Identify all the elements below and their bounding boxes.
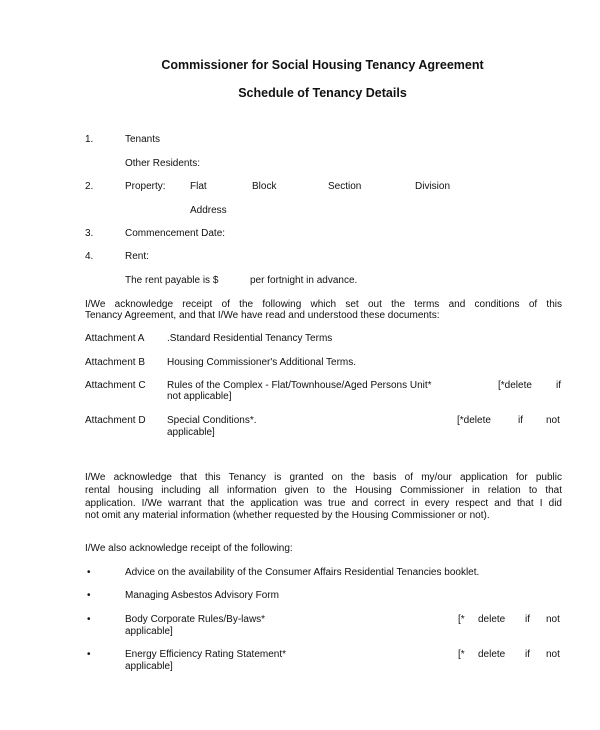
attachment-d-label: Attachment D bbox=[85, 415, 146, 426]
bullet-3-text: Body Corporate Rules/By-laws* bbox=[125, 614, 266, 625]
bullet-2-text: Managing Asbestos Advisory Form bbox=[125, 590, 279, 601]
ack2-line4: not omit any material information (whether requested by the Housing Commissioner or not). bbox=[85, 510, 490, 521]
bullet-3-text-cont: applicable] bbox=[125, 626, 173, 637]
bullet-1-text: Advice on the availability of the Consumer Affairs Residential Tenancies booklet. bbox=[125, 567, 480, 578]
bullet-3: • bbox=[87, 614, 91, 625]
rent-fortnight-text: per fortnight in advance. bbox=[250, 275, 358, 286]
item-number-2: 2. bbox=[85, 181, 94, 192]
bullet-4-if: if bbox=[525, 649, 530, 660]
ack1-line2: Tenancy Agreement, and that I/We have read and understood these documents: bbox=[85, 310, 440, 321]
flat-label: Flat bbox=[190, 181, 207, 192]
ack2-line2: rental housing including all information given to the Housing Commissioner in relation to that bbox=[85, 485, 562, 496]
attachment-d-not: not bbox=[546, 415, 560, 426]
tenants-label: Tenants bbox=[125, 134, 161, 145]
rent-label: Rent: bbox=[125, 251, 149, 262]
division-label: Division bbox=[415, 181, 451, 192]
attachment-c-label: Attachment C bbox=[85, 380, 146, 391]
attachment-c-text: Rules of the Complex - Flat/Townhouse/Aged Persons Unit* bbox=[167, 380, 432, 391]
attachment-c-text-cont: not applicable] bbox=[167, 391, 232, 402]
attachment-c-if: if bbox=[556, 380, 561, 391]
ack1-line1: I/We acknowledge receipt of the following which set out the terms and conditions of this bbox=[85, 299, 562, 310]
item-number-1: 1. bbox=[85, 134, 94, 145]
bullet-4-text-cont: applicable] bbox=[125, 661, 173, 672]
ack2-line1: I/We acknowledge that this Tenancy is granted on the basis of my/our application for public bbox=[85, 472, 562, 483]
item-number-4: 4. bbox=[85, 251, 94, 262]
bullet-1: • bbox=[87, 567, 91, 578]
bullet-4-bracket: [* bbox=[458, 649, 465, 660]
address-label: Address bbox=[190, 205, 227, 216]
block-label: Block bbox=[252, 181, 277, 192]
bullet-3-bracket: [* bbox=[458, 614, 465, 625]
rent-payable-text: The rent payable is $ bbox=[125, 275, 219, 286]
property-label: Property: bbox=[125, 181, 166, 192]
attachment-d-text-cont: applicable] bbox=[167, 427, 215, 438]
attachment-c-delete: [*delete bbox=[498, 380, 532, 391]
attachment-a-label: Attachment A bbox=[85, 333, 145, 344]
bullet-4-text: Energy Efficiency Rating Statement* bbox=[125, 649, 287, 660]
item-number-3: 3. bbox=[85, 228, 94, 239]
ack2-line3: application. I/We warrant that the application was true and correct in every respect and that I did bbox=[85, 498, 562, 509]
document-title: Commissioner for Social Housing Tenancy Agreement bbox=[161, 58, 484, 72]
bullet-2: • bbox=[87, 590, 91, 601]
attachment-d-if: if bbox=[518, 415, 523, 426]
bullet-3-delete: delete bbox=[478, 614, 506, 625]
attachment-a-text: .Standard Residential Tenancy Terms bbox=[167, 333, 333, 344]
attachment-d-delete: [*delete bbox=[457, 415, 491, 426]
bullet-4-not: not bbox=[546, 649, 560, 660]
document-subtitle: Schedule of Tenancy Details bbox=[238, 86, 407, 100]
attachment-b-label: Attachment B bbox=[85, 357, 146, 368]
commencement-date-label: Commencement Date: bbox=[125, 228, 226, 239]
section-label: Section bbox=[328, 181, 362, 192]
attachment-d-text: Special Conditions*. bbox=[167, 415, 257, 426]
attachment-b-text: Housing Commissioner's Additional Terms. bbox=[167, 357, 357, 368]
bullet-3-not: not bbox=[546, 614, 560, 625]
other-residents-label: Other Residents: bbox=[125, 158, 201, 169]
bullet-4: • bbox=[87, 649, 91, 660]
bullet-4-delete: delete bbox=[478, 649, 506, 660]
ack3-text: I/We also acknowledge receipt of the following: bbox=[85, 543, 293, 554]
bullet-3-if: if bbox=[525, 614, 530, 625]
